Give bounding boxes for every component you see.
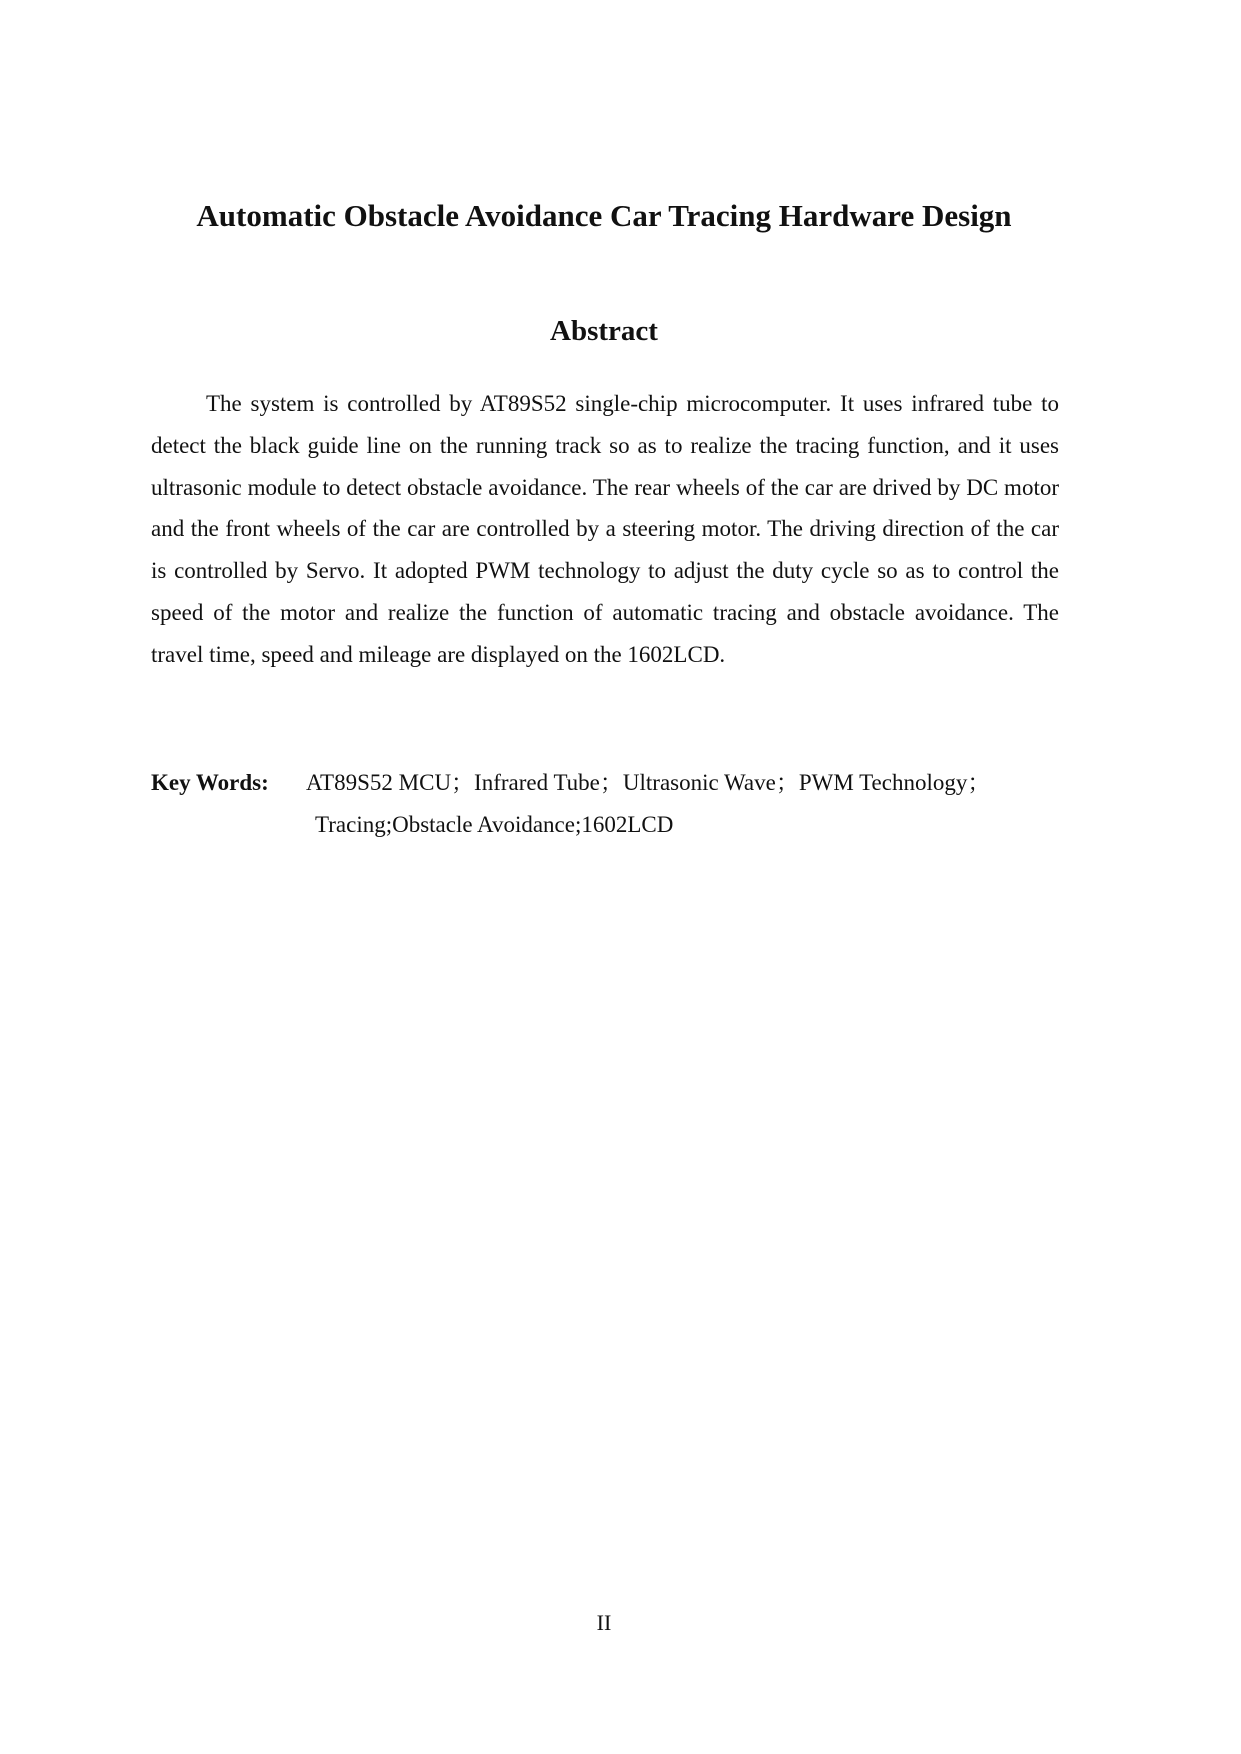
document-title: Automatic Obstacle Avoidance Car Tracing Hardware Design	[196, 198, 1012, 233]
page-number: II	[596, 1610, 612, 1635]
keywords-line-2: Tracing;Obstacle Avoidance;1602LCD	[315, 812, 674, 837]
abstract-heading: Abstract	[550, 315, 658, 347]
keywords-label: Key Words:	[151, 770, 269, 795]
keywords-line-1: AT89S52 MCU；Infrared Tube；Ultrasonic Wave；PWM Technology；	[306, 770, 991, 795]
abstract-paragraph: The system is controlled by AT89S52 single-chip microcomputer. It uses infrared tube to detect the black guide line on the running track so as to realize the tracing function, and it uses ultrasonic module to detect obstacle avoidance. The rear wheels of the car are drived by DC motor and the front wheels of the car are controlled by a steering motor. The driving direction of the car is controlled by Servo. It adopted PWM technology to adjust the duty cycle so as to control the speed of the motor and realize the function of automatic tracing and obstacle avoidance. The travel time, speed and mileage are displayed on the 1602LCD.	[151, 391, 1059, 667]
